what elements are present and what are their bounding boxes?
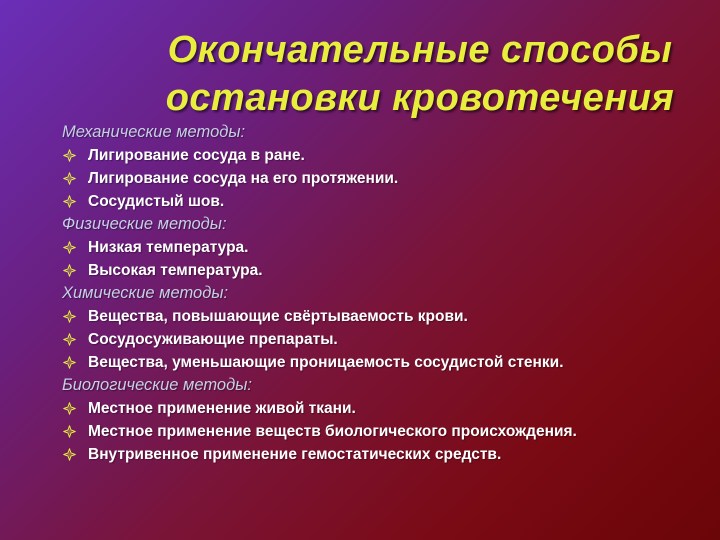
list-item-text: Низкая температура. — [88, 239, 249, 256]
four-point-star-bullet-icon — [63, 448, 76, 461]
list-item — [62, 351, 712, 374]
list-item-text: Вещества, повышающие свёртываемость крови. — [88, 308, 468, 325]
list-item — [62, 328, 712, 351]
list-item-text: Вещества, уменьшающие проницаемость сосудистой стенки. — [88, 354, 564, 371]
method-section — [62, 374, 712, 466]
list-item — [62, 259, 712, 282]
section-heading: Химические методы: — [62, 284, 229, 302]
list-item — [62, 167, 712, 190]
four-point-star-bullet-icon — [63, 241, 76, 254]
four-point-star-bullet-icon — [63, 333, 76, 346]
section-heading: Биологические методы: — [62, 376, 252, 394]
four-point-star-bullet-icon — [63, 425, 76, 438]
four-point-star-bullet-icon — [63, 195, 76, 208]
four-point-star-bullet-icon — [63, 356, 76, 369]
section-heading: Физические методы: — [62, 215, 227, 233]
list-item — [62, 305, 712, 328]
list-item-text: Высокая температура. — [88, 262, 263, 279]
four-point-star-bullet-icon — [63, 310, 76, 323]
list-item-text: Лигирование сосуда на его протяжении. — [88, 170, 399, 187]
section-heading: Механические методы: — [62, 123, 246, 141]
list-item — [62, 420, 712, 443]
method-section — [62, 121, 712, 213]
list-item-text: Сосудистый шов. — [88, 193, 225, 210]
slide-title: Окончательные способы остановки кровотечения — [165, 29, 675, 119]
slide-content — [62, 121, 712, 466]
list-item-text: Местное применение веществ биологического происхождения. — [88, 423, 577, 440]
list-item — [62, 236, 712, 259]
four-point-star-bullet-icon — [63, 149, 76, 162]
four-point-star-bullet-icon — [63, 172, 76, 185]
list-item — [62, 144, 712, 167]
list-item-text: Сосудосуживающие препараты. — [88, 331, 338, 348]
list-item-text: Внутривенное применение гемостатических средств. — [88, 446, 502, 463]
list-item — [62, 190, 712, 213]
list-item — [62, 443, 712, 466]
list-item-text: Лигирование сосуда в ране. — [88, 147, 305, 164]
list-item — [62, 397, 712, 420]
list-item-text: Местное применение живой ткани. — [88, 400, 356, 417]
four-point-star-bullet-icon — [63, 264, 76, 277]
method-section — [62, 213, 712, 282]
method-section — [62, 282, 712, 374]
four-point-star-bullet-icon — [63, 402, 76, 415]
